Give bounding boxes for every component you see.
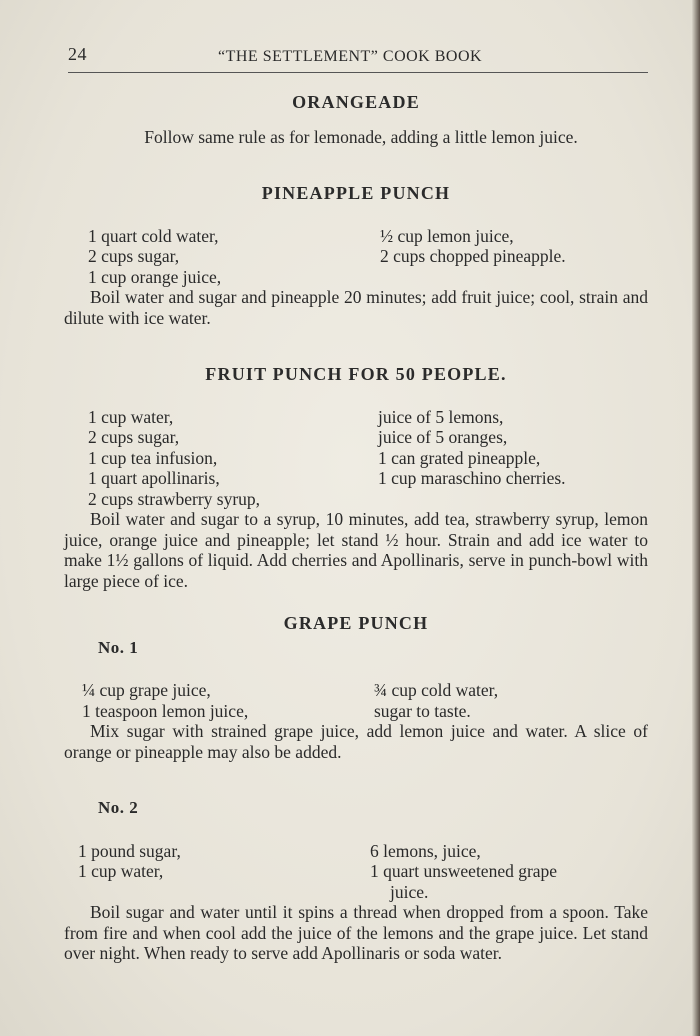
ingredient: 1 cup water, bbox=[78, 861, 164, 881]
ingredient: 1 cup water, bbox=[88, 406, 174, 427]
pineapple-punch-directions: Boil water and sugar and pineapple 20 minutes; add fruit juice; cool, strain and dilute with ice water. bbox=[64, 287, 648, 328]
grape-no1-left-column bbox=[64, 680, 374, 721]
ingredient: sugar to taste. bbox=[374, 700, 471, 721]
running-header bbox=[68, 44, 648, 70]
ingredient: ¼ cup grape juice, bbox=[82, 680, 211, 700]
ingredient: 2 cups sugar, bbox=[88, 427, 180, 447]
page-number: 24 bbox=[68, 44, 87, 64]
ingredient: 1 quart cold water, bbox=[88, 225, 219, 246]
page-content bbox=[64, 92, 648, 964]
ingredient: ½ cup lemon juice, bbox=[380, 225, 514, 246]
ingredient: 2 cups chopped pineapple. bbox=[380, 246, 566, 266]
pineapple-left-column bbox=[64, 226, 380, 288]
grape-no1-ingredients bbox=[64, 680, 648, 721]
grape-no2-ingredients bbox=[64, 841, 648, 903]
grape-no2-left-column bbox=[64, 841, 370, 903]
grape-no2-right-column bbox=[370, 841, 557, 903]
grape-no1-directions: Mix sugar with strained grape juice, add lemon juice and water. A slice of orange or pineapple may also be added. bbox=[64, 721, 648, 762]
fruit-punch-directions: Boil water and sugar to a syrup, 10 minutes, add tea, strawberry syrup, lemon juice, orange juice and pineapple; let stand ½ hour. Strain and add ice water to make 1½ gallons of liquid. Add cherries and Apollinaris, serve in punch-bowl with large piece of ice. bbox=[64, 509, 648, 591]
grape-punch-no2-label: No. 2 bbox=[98, 798, 139, 817]
orangeade-text: Follow same rule as for lemonade, adding a little lemon juice. bbox=[144, 126, 578, 147]
fruit-punch-ingredients bbox=[64, 407, 648, 510]
ingredient: 1 can grated pineapple, bbox=[378, 447, 541, 468]
pineapple-punch-title: PINEAPPLE PUNCH bbox=[261, 183, 451, 203]
ingredient: 1 cup maraschino cherries. bbox=[378, 468, 566, 488]
ingredient: 1 quart apollinaris, bbox=[88, 468, 220, 488]
ingredient: 1 pound sugar, bbox=[78, 840, 181, 861]
running-title: “THE SETTLEMENT” COOK BOOK bbox=[218, 48, 483, 65]
ingredient: 1 cup orange juice, bbox=[88, 266, 222, 287]
ingredient: 1 teaspoon lemon juice, bbox=[82, 700, 249, 721]
orangeade-title: ORANGEADE bbox=[292, 92, 420, 112]
pineapple-right-column bbox=[380, 226, 566, 288]
pineapple-punch-ingredients bbox=[64, 226, 648, 288]
ingredient: juice of 5 lemons, bbox=[378, 406, 504, 427]
ingredient: 2 cups sugar, bbox=[88, 246, 180, 266]
fruit-left-column bbox=[64, 407, 378, 510]
header-rule bbox=[68, 72, 648, 73]
fruit-punch-title: FRUIT PUNCH FOR 50 PEOPLE. bbox=[205, 364, 507, 384]
grape-no1-right-column bbox=[374, 680, 498, 721]
page-edge bbox=[692, 0, 700, 1036]
ingredient: 2 cups strawberry syrup, bbox=[88, 488, 261, 509]
grape-no2-directions: Boil sugar and water until it spins a thread when dropped from a spoon. Take from fire and when cool add the juice of the lemons and the grape juice. Let stand over night. When ready to serve add Apollinaris or soda water. bbox=[64, 902, 648, 963]
ingredient: ¾ cup cold water, bbox=[374, 680, 499, 700]
ingredient: 6 lemons, juice, bbox=[370, 840, 481, 861]
ingredient: juice of 5 oranges, bbox=[378, 427, 508, 447]
ingredient: 1 cup tea infusion, bbox=[88, 447, 218, 468]
grape-punch-no1-label: No. 1 bbox=[98, 637, 139, 657]
fruit-right-column bbox=[378, 407, 566, 510]
ingredient: 1 quart unsweetened grape bbox=[370, 861, 558, 881]
grape-punch-title: GRAPE PUNCH bbox=[283, 613, 429, 633]
ingredient: juice. bbox=[390, 881, 429, 902]
